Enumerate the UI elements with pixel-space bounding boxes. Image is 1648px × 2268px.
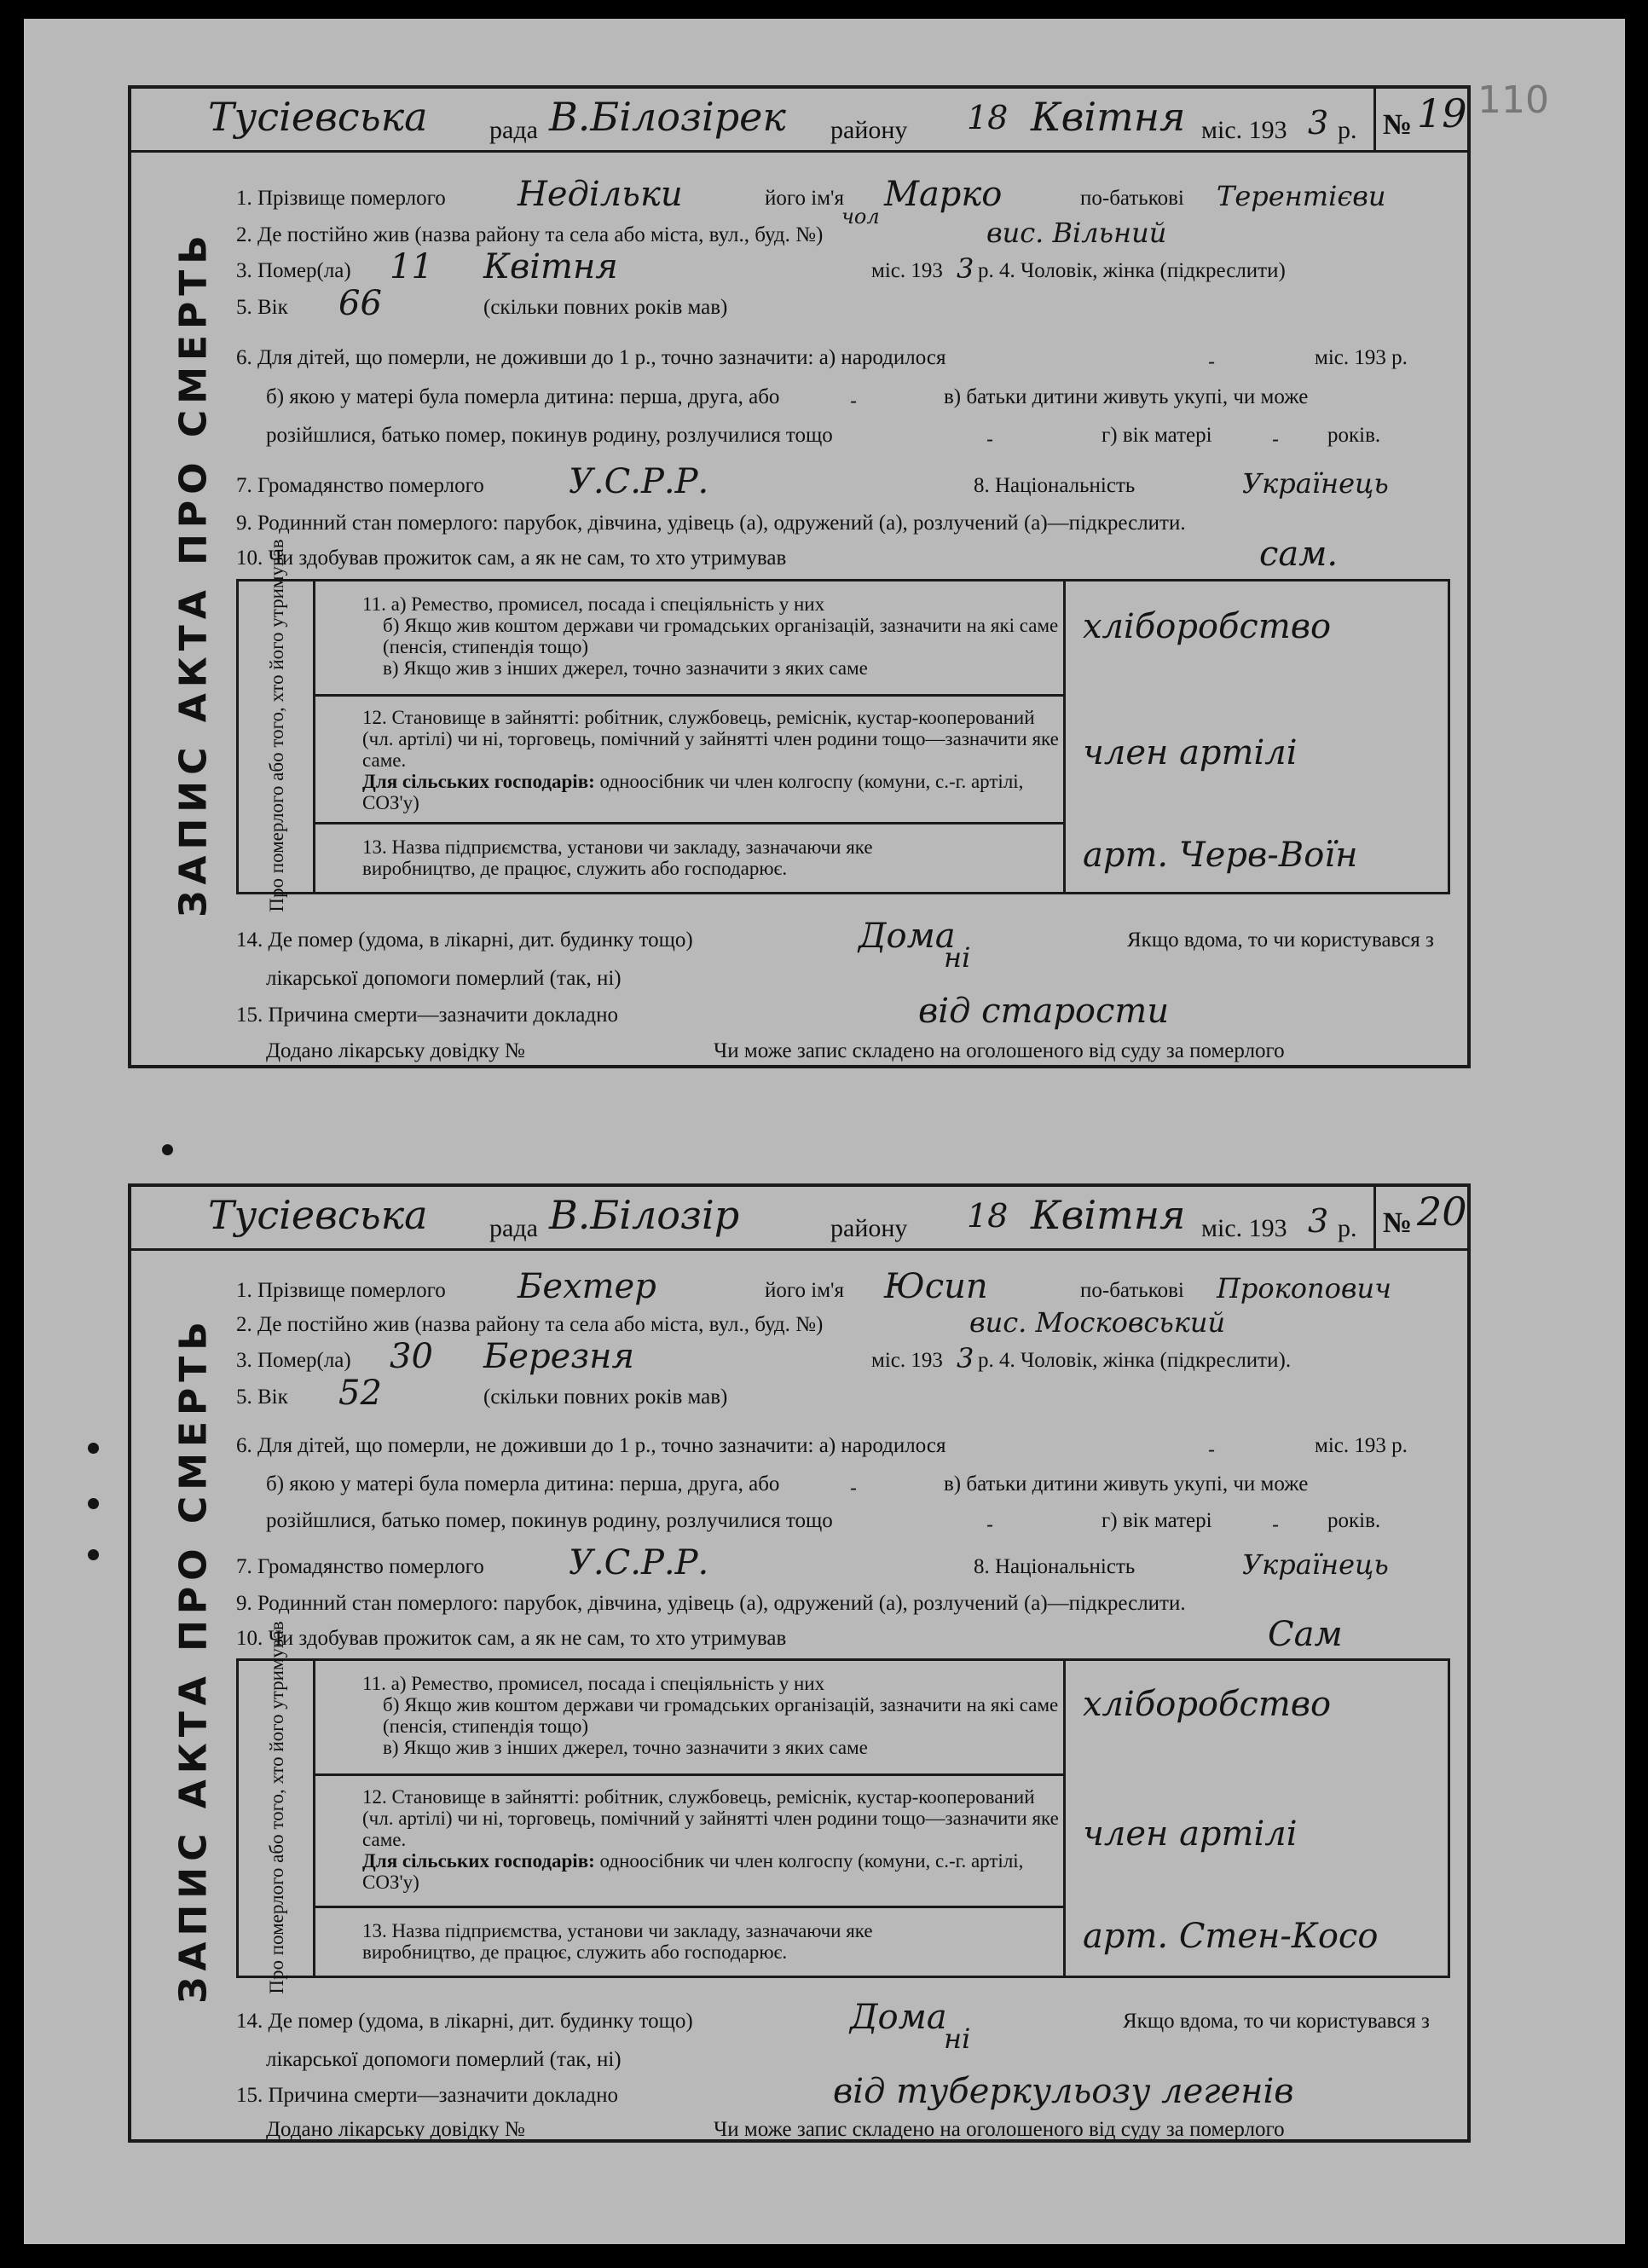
record-number-box: [1373, 89, 1467, 153]
year-digit-handwritten: 3: [1308, 104, 1329, 142]
address-handwritten: вис. Московський: [969, 1306, 1226, 1339]
age-handwritten: 52: [338, 1374, 382, 1413]
death-cause-handwritten: від туберкульозу легенів: [833, 2072, 1294, 2111]
punch-hole: [88, 1549, 99, 1560]
death-year-digit-handwritten: 3: [957, 1342, 974, 1374]
death-day-handwritten: 11: [390, 247, 433, 286]
district-label: району: [830, 1214, 908, 1242]
support-handwritten: Сам: [1268, 1615, 1343, 1654]
number-sign: №: [1383, 109, 1413, 141]
year-digit-handwritten: 3: [1308, 1202, 1329, 1240]
death-place-handwritten: Дома: [859, 917, 956, 956]
occ-item-13: 13. Назва підприємства, установи чи закладу, зазначаючи яке виробництво, де працює, служить або господарює.: [362, 1920, 873, 1963]
workplace-handwritten: арт. Черв-Воїн: [1083, 836, 1358, 875]
month-label: міс. 193: [1201, 116, 1287, 144]
record-number-box: [1373, 1187, 1467, 1251]
occ-item-12: 12. Становище в зайнятті: робітник, службовець, реміснік, кустар-кооперований (чл. артілі) чи ні, торговець, помічний у зайнятті член родини тощо—зазначити яке саме. Для сільських господарів: одноосібник чи член колгоспу (комуни, с.-г. артілі, СОЗ'у): [315, 1776, 1063, 1908]
record-header: [131, 89, 1467, 153]
district-label: району: [830, 116, 908, 144]
district-handwritten: В.Білозір: [549, 1192, 740, 1238]
age-handwritten: 66: [338, 284, 382, 323]
death-record-form-1: ЗАПИС АКТА ПРО СМЕРТЬ Тусіевська рада В.Білозірек району 18 Квітня міс. 193 3 р. № 19 1. Прізвище померлого Недільки його ім'я Марко по-батькові Терентієви чол 2. Де постійно жив (назва району та села або міста, вул., буд. №) вис. Вільний 3. Помер(ла) 11 Квітня міс. 193 3 р. 4. Чоловік, жінка (підкреслити) 5. Вік 66 (скільки повних років мав) 6. Для дітей, що померли, не доживши до 1 р., точно зазначити: а) народилося - міс. 193 р. б) якою у матері була померла дитина: перша, друга, або - в) батьки дитини живуть укупі, чи може розійшлися, батько помер, покинув родину, розлучилися тощо - г) вік матері - років. 7. Громадянство померлого У.С.Р.Р. 8. Національність Українець 9. Родинний стан померлого: парубок, дівчина, удівець (а), одружений (а), розлучений (а)—підкреслити. 10. Чи здобував прожиток сам, а як не сам, то хто утримував сам. Про померлого або того, хто його утримував 11. а) Ремество, промисел, посада і спеціяльність у них б) Якщо жив коштом держави чи громадських організацій, зазначити на які саме (пенсія, стипендія тощо) в) Якщо жив з інших джерел, точно зазначити з яких саме 12. Становище в зайнятті: робітник, службовець, реміснік, кустар-кооперований (чл. артілі) чи ні, торговець, помічний у зайнятті член родини тощо—зазначити яке саме. Для сільських господарів: одноосібник чи член колгоспу (комуни, с.-г. артілі, СОЗ'у) 13. Назва підприємства, установи чи закладу, зазначаючи яке виробництво, де працює, служить або господарює. хліборобство член артілі арт. Черв-Воїн 14. Де помер (удома, в лікарні, дит. будинку тощо) Дома Якщо вдома, то чи користувався з лікарської допомоги померлий (так, ні) ні 15. Причина смерти—зазначити докладно від старости Додано лікарську довідку № Чи може запис складено на оголошеного від суду за померлого: [128, 85, 1471, 1068]
patronymic-handwritten: Прокопович: [1217, 1272, 1392, 1305]
form-side-label: ЗАПИС АКТА ПРО СМЕРТЬ: [171, 229, 216, 917]
record-header: [131, 1187, 1467, 1251]
death-cause-handwritten: від старости: [918, 992, 1170, 1031]
occupation-block: Про померлого або того, хто його утримував 11. а) Ремество, промисел, посада і спеціяльність у них б) Якщо жив коштом держави чи громадських організацій, зазначити на які саме (пенсія, стипендія тощо) в) Якщо жив з інших джерел, точно зазначити з яких саме 12. Становище в зайнятті: робітник, службовець, реміснік, кустар-кооперований (чл. артілі) чи ні, торговець, помічний у зайнятті член родини тощо—зазначити яке саме. Для сільських господарів: одноосібник чи член колгоспу (комуни, с.-г. артілі, СОЗ'у) 13. Назва підприємства, установи чи закладу, зазначаючи яке виробництво, де працює, служить або господарює. хліборобство член артілі арт. Стен-Косо: [236, 1658, 1450, 1978]
medical-help-handwritten: ні: [944, 2022, 971, 2055]
record-number-handwritten: 20: [1417, 1189, 1467, 1235]
citizenship-handwritten: У.С.Р.Р.: [569, 462, 709, 501]
occ-item-11: 11. а) Ремество, промисел, посада і спеціяльність у них б) Якщо жив коштом держави чи громадських організацій, зазначити на які саме (пенсія, стипендія тощо) в) Якщо жив з інших джерел, точно зазначити з яких саме: [315, 581, 1063, 697]
rada-label: рада: [489, 1214, 538, 1242]
page-number: 110: [1477, 78, 1549, 122]
overwritten-note-handwritten: чол: [841, 205, 880, 229]
district-handwritten: В.Білозірек: [549, 94, 786, 140]
death-day-handwritten: 30: [390, 1337, 433, 1376]
month-handwritten: Квітня: [1031, 1192, 1186, 1238]
month-handwritten: Квітня: [1031, 94, 1186, 140]
occ-item-13: 13. Назва підприємства, установи чи закладу, зазначаючи яке виробництво, де працює, служить або господарює.: [362, 836, 873, 879]
surname-handwritten: Бехтер: [518, 1267, 656, 1306]
occ-item-11: 11. а) Ремество, промисел, посада і спеціяльність у них б) Якщо жив коштом держави чи громадських організацій, зазначити на які саме (пенсія, стипендія тощо) в) Якщо жив з інших джерел, точно зазначити з яких саме: [315, 1661, 1063, 1776]
address-handwritten: вис. Вільний: [986, 217, 1167, 249]
death-month-handwritten: Березня: [483, 1337, 634, 1376]
death-year-digit-handwritten: 3: [957, 252, 974, 285]
nationality-handwritten: Українець: [1242, 1548, 1389, 1581]
rada-label: рада: [489, 116, 538, 144]
day-handwritten: 18: [967, 1197, 1009, 1235]
death-place-handwritten: Дома: [850, 1998, 947, 2037]
trade-handwritten: хліборобство: [1083, 1685, 1332, 1724]
nationality-handwritten: Українець: [1242, 467, 1389, 500]
form-side-label: ЗАПИС АКТА ПРО СМЕРТЬ: [171, 1315, 216, 2004]
death-month-handwritten: Квітня: [483, 247, 618, 286]
rada-handwritten: Тусіевська: [208, 94, 428, 140]
trade-handwritten: хліборобство: [1083, 607, 1332, 646]
day-handwritten: 18: [967, 99, 1009, 136]
given-name-handwritten: Юсип: [884, 1267, 988, 1306]
workplace-handwritten: арт. Стен-Косо: [1083, 1917, 1379, 1956]
support-handwritten: сам.: [1259, 535, 1339, 574]
record-number-handwritten: 19: [1417, 90, 1467, 136]
punch-hole: [88, 1498, 99, 1509]
given-name-handwritten: Марко: [884, 175, 1003, 214]
occupation-block: Про померлого або того, хто його утримував 11. а) Ремество, промисел, посада і спеціяльність у них б) Якщо жив коштом держави чи громадських організацій, зазначити на які саме (пенсія, стипендія тощо) в) Якщо жив з інших джерел, точно зазначити з яких саме 12. Становище в зайнятті: робітник, службовець, реміснік, кустар-кооперований (чл. артілі) чи ні, торговець, помічний у зайнятті член родини тощо—зазначити яке саме. Для сільських господарів: одноосібник чи член колгоспу (комуни, с.-г. артілі, СОЗ'у) 13. Назва підприємства, установи чи закладу, зазначаючи яке виробництво, де працює, служить або господарює. хліборобство член артілі арт. Черв-Воїн: [236, 579, 1450, 894]
surname-handwritten: Недільки: [518, 175, 683, 214]
death-record-form-2: ЗАПИС АКТА ПРО СМЕРТЬ Тусіевська рада В.Білозір району 18 Квітня міс. 193 3 р. № 20 1. Прізвище померлого Бехтер його ім'я Юсип по-батькові Прокопович 2. Де постійно жив (назва району та села або міста, вул., буд. №) вис. Московський 3. Помер(ла) 30 Березня міс. 193 3 р. 4. Чоловік, жінка (підкреслити). 5. Вік 52 (скільки повних років мав) 6. Для дітей, що померли, не доживши до 1 р., точно зазначити: а) народилося - міс. 193 р. б) якою у матері була померла дитина: перша, друга, або - в) батьки дитини живуть укупі, чи може розійшлися, батько помер, покинув родину, розлучилися тощо - г) вік матері - років. 7. Громадянство померлого У.С.Р.Р. 8. Національність Українець 9. Родинний стан померлого: парубок, дівчина, удівець (а), одружений (а), розлучений (а)—підкреслити. 10. Чи здобував прожиток сам, а як не сам, то хто утримував Сам Про померлого або того, хто його утримував 11. а) Ремество, промисел, посада і спеціяльність у них б) Якщо жив коштом держави чи громадських організацій, зазначити на які саме (пенсія, стипендія тощо) в) Якщо жив з інших джерел, точно зазначити з яких саме 12. Становище в зайнятті: робітник, службовець, реміснік, кустар-кооперований (чл. артілі) чи ні, торговець, помічний у зайнятті член родини тощо—зазначити яке саме. Для сільських господарів: одноосібник чи член колгоспу (комуни, с.-г. артілі, СОЗ'у) 13. Назва підприємства, установи чи закладу, зазначаючи яке виробництво, де працює, служить або господарює. хліборобство член артілі арт. Стен-Косо 14. Де помер (удома, в лікарні, дит. будинку тощо) Дома Якщо вдома, то чи користувався з лікарської допомоги померлий (так, ні) ні 15. Причина смерти—зазначити докладно від туберкульозу легенів Додано лікарську довідку № Чи може запис складено на оголошеного від суду за померлого: [128, 1183, 1471, 2143]
year-suffix: р.: [1338, 116, 1357, 144]
medical-help-handwritten: ні: [944, 941, 971, 974]
year-suffix: р.: [1338, 1214, 1357, 1242]
patronymic-handwritten: Терентієви: [1217, 180, 1386, 212]
rada-handwritten: Тусіевська: [208, 1192, 428, 1238]
month-label: міс. 193: [1201, 1214, 1287, 1242]
employment-handwritten: член артілі: [1083, 733, 1298, 772]
employment-handwritten: член артілі: [1083, 1814, 1298, 1854]
punch-hole: [88, 1443, 99, 1454]
occ-item-12: 12. Становище в зайнятті: робітник, службовець, реміснік, кустар-кооперований (чл. артілі) чи ні, торговець, помічний у зайнятті член родини тощо—зазначити яке саме. Для сільських господарів: одноосібник чи член колгоспу (комуни, с.-г. артілі, СОЗ'у): [315, 697, 1063, 824]
punch-hole: [162, 1144, 173, 1155]
citizenship-handwritten: У.С.Р.Р.: [569, 1543, 709, 1582]
number-sign: №: [1383, 1207, 1413, 1239]
